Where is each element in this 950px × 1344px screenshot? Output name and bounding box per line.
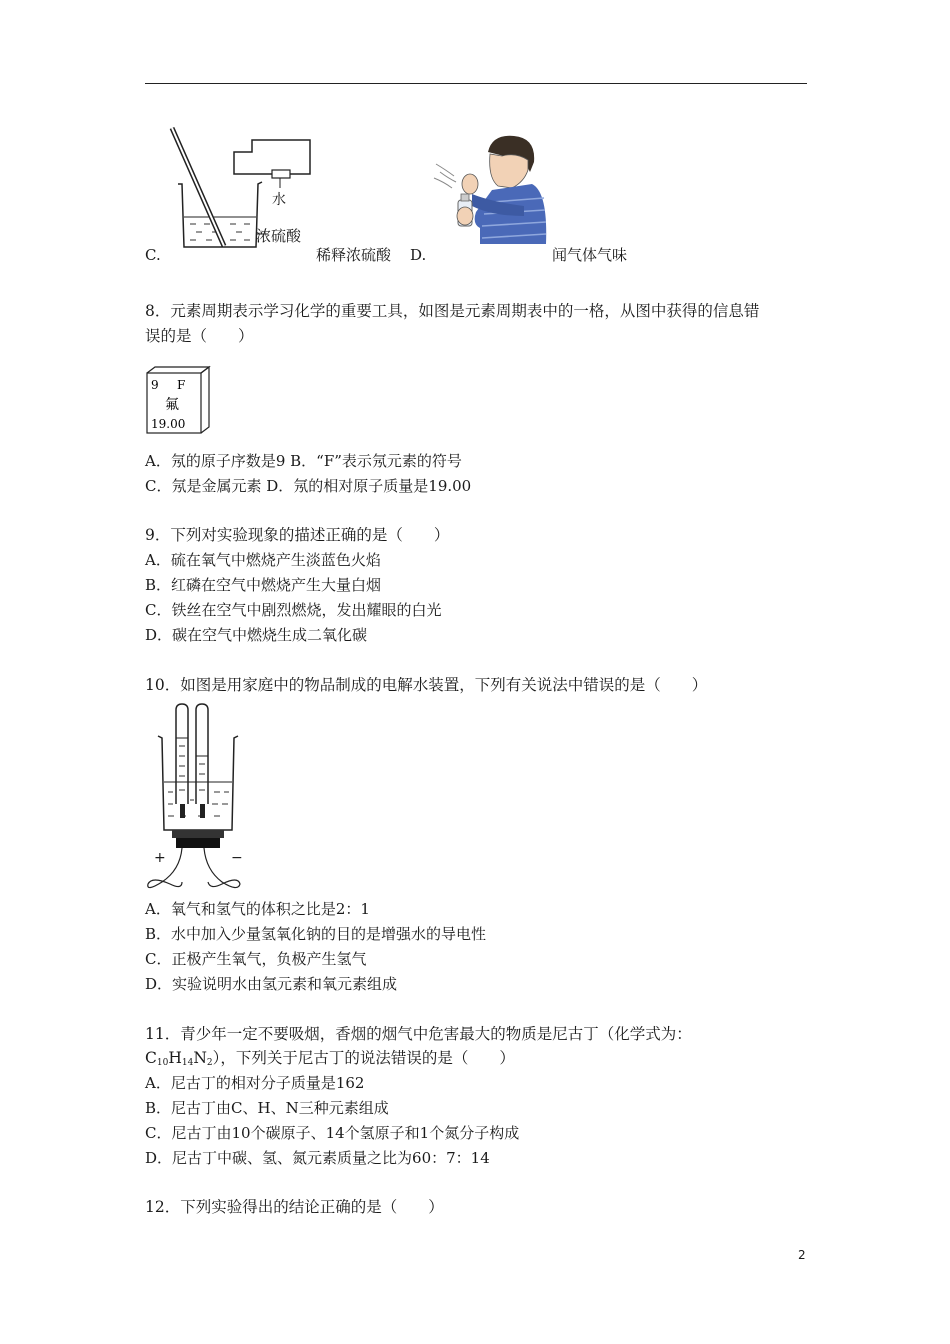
q10-option-c: C．正极产生氧气，负极产生氢气 [145,950,367,968]
periodic-cell [145,365,213,435]
q11-stem-line2 [145,1048,515,1068]
cell-name: 氟 [165,397,179,413]
q8-stem-line1: 8．元素周期表示学习化学的重要工具，如图是元素周期表中的一格，从图中获得的信息错 [145,302,760,320]
negative-terminal: − [231,850,243,866]
formula-c: C [145,1049,157,1067]
formula-n-count: 2 [206,1058,213,1068]
formula-h: H [168,1049,182,1067]
q12-stem: 12．下列实验得出的结论正确的是（ ） [145,1198,444,1216]
q11-option-a: A．尼古丁的相对分子质量是162 [145,1074,365,1092]
formula-n: N [193,1049,207,1067]
positive-terminal: + [154,850,166,866]
q9-option-c: C．铁丝在空气中剧烈燃烧，发出耀眼的白光 [145,601,442,619]
q10-stem: 10．如图是用家庭中的物品制成的电解水装置，下列有关说法中错误的是（ ） [145,676,708,694]
formula-h-count: 14 [181,1058,194,1068]
q8-stem-line2: 误的是（ ） [145,327,254,345]
page-number: 2 [798,1248,806,1262]
q7-option-c-letter: C. [145,246,161,264]
fig-acid-label: 浓硫酸 [256,227,302,245]
q8-options-cd: C．氖是金属元素 D．氖的相对原子质量是19.00 [145,477,472,495]
q9-stem: 9．下列对实验现象的描述正确的是（ ） [145,526,450,544]
header-rule [145,83,807,84]
smell-gas-figure [432,132,552,247]
cell-mass: 19.00 [151,417,186,431]
fig-water-label: 水 [272,192,286,208]
q9-option-d: D．碳在空气中燃烧生成二氧化碳 [145,626,368,644]
q7-option-c-label: 稀释浓硫酸 [316,246,392,264]
q8-options-ab: A．氖的原子序数是9 B．“F”表示氖元素的符号 [145,452,462,470]
q11-option-b: B．尼古丁由C、H、N三种元素组成 [145,1099,389,1117]
q11-stem-line2-rest: ），下列关于尼古丁的说法错误的是（ ） [212,1049,515,1067]
dilute-acid-figure [168,122,328,252]
q7-option-d-letter: D. [410,246,427,264]
q10-option-b: B．水中加入少量氢氧化钠的目的是增强水的导电性 [145,925,487,943]
cell-number: 9 [151,378,159,392]
q11-stem-line1: 11．青少年一定不要吸烟，香烟的烟气中危害最大的物质是尼古丁（化学式为： [145,1025,692,1043]
q9-option-b: B．红磷在空气中燃烧产生大量白烟 [145,576,382,594]
q10-option-d: D．实验说明水由氢元素和氧元素组成 [145,975,398,993]
q10-option-a: A．氧气和氢气的体积之比是2：1 [145,900,370,918]
q7-option-d-label: 闻气体气味 [552,246,628,264]
formula-c-count: 10 [156,1058,169,1068]
q11-option-c: C．尼古丁由10个碳原子、14个氢原子和1个氮分子构成 [145,1124,520,1142]
cell-symbol: F [177,378,186,392]
q9-option-a: A．硫在氧气中燃烧产生淡蓝色火焰 [145,551,381,569]
q11-option-d: D．尼古丁中碳、氢、氮元素质量之比为60：7：14 [145,1149,490,1167]
